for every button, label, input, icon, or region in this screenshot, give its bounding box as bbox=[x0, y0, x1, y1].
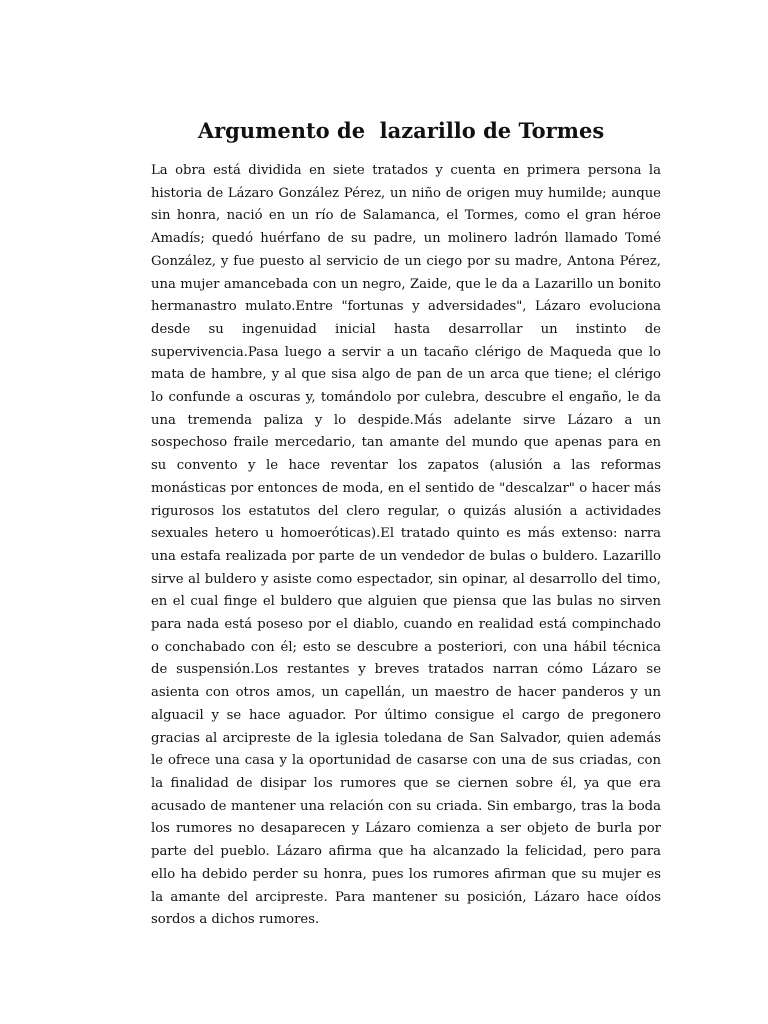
page-title: Argumento de lazarillo de Tormes bbox=[197, 118, 605, 143]
body-paragraph: La obra está dividida en siete tratados y cuenta en primera persona la historia de Lázaro González Pérez, un niño de origen muy humilde; aunque sin honra, nació en un río de Salamanca, el Tormes, como el gran héroe Amadís; quedó huérfano de su padre, un molinero ladrón llamado Tomé González, y fue puesto al servicio de un ciego por su madre, Antona Pérez, una mujer amancebada con un negro, Zaide, que le da a Lazarillo un bonito hermanastro mulato.Entre "fortunas y adversidades", Lázaro evoluciona desde su ingenuidad inicial hasta desarrollar un instinto de supervivencia.Pasa luego a servir a un tacaño clérigo de Maqueda que lo mata de hambre, y al que sisa algo de pan de un arca que tiene; el clérigo lo confunde a oscuras y, tomándolo por culebra, descubre el engaño, le da una tremenda paliza y lo despide.Más adelante sirve Lázaro a un sospechoso fraile mercedario, tan amante del mundo que apenas para en su convento y le hace reventar los zapatos (alusión a las reformas monásticas por entonces de moda, en el sentido de "descalzar" o hacer más rigurosos los estatutos del clero regular, o quizás alusión a actividades sexuales hetero u homoeróticas).El tratado quinto es más extenso: narra una estafa realizada por parte de un vendedor de bulas o buldero. Lazarillo sirve al buldero y asiste como espectador, sin opinar, al desarrollo del timo, en el cual finge el buldero que alguien que piensa que las bulas no sirven para nada está poseso por el diablo, cuando en realidad está compinchado o conchabado con él; esto se descubre a posteriori, con una hábil técnica de suspensión.Los restantes y breves tratados narran cómo Lázaro se asienta con otros amos, un capellán, un maestro de hacer panderos y un alguacil y se hace aguador. Por último consigue el cargo de pregonero gracias al arcipreste de la iglesia toledana de San Salvador, quien además le ofrece una casa y la oportunidad de casarse con una de sus criadas, con la finalidad de disipar los rumores que se ciernen sobre él, ya que era acusado de mantener una relación con su criada. Sin embargo, tras la boda los rumores no desaparecen y Lázaro comienza a ser objeto de burla por parte del pueblo. Lázaro afirma que ha alcanzado la felicidad, pero para ello ha debido perder su honra, pues los rumores afirman que su mujer es la amante del arcipreste. Para mantener su posición, Lázaro hace oídos sordos a dichos rumores. bbox=[151, 163, 661, 928]
